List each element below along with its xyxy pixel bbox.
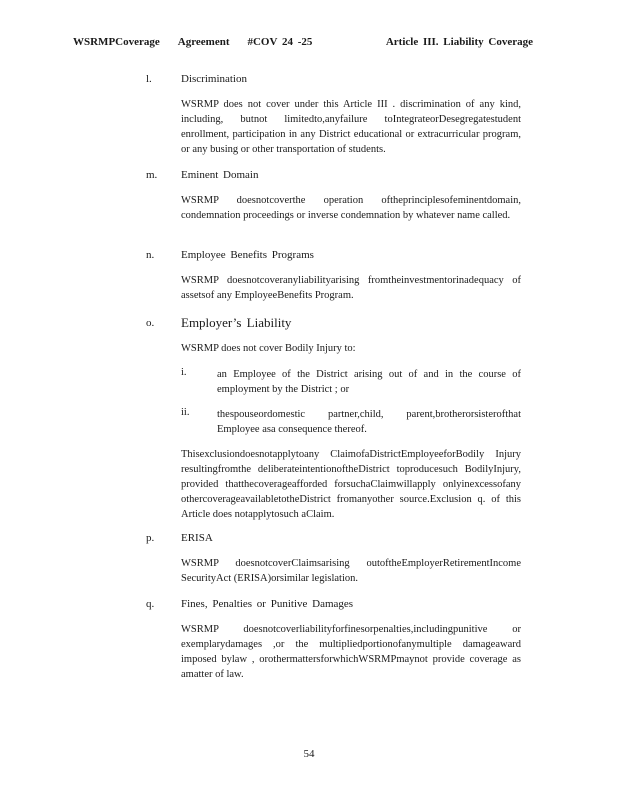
- header-contract-number: #COV 24 -25: [247, 36, 313, 48]
- running-header-right: Article III. Liability Coverage: [385, 36, 533, 48]
- list-number-ii: ii.: [181, 407, 190, 418]
- section-body-erisa: WSRMP doesnotcoverClaimsarising outoftheEmployerRetirementIncome SecurityAct (ERISA)orsimilar legislation.: [181, 558, 521, 584]
- exclusion-paragraph: Thisexclusiondoesnotapplytoany ClaimofaDistrictEmployeeforBodily Injury resultingfromthe deliberateintentionoftheDistrict toproducesuch BodilyInjury, provided thatthecoverageafforded forsuchaClaimwillapply onlyinexcessofany othercoverageavailabletotheDistrict fromanyother source.Exclusion q. of this Article does notapplytosuch aClaim.: [181, 449, 521, 520]
- section-body-eminent-domain: WSRMP doesnotcoverthe operation oftheprinciplesofeminentdomain, condemnation proceedings or inverse condemnation by whatever name called.: [181, 195, 521, 221]
- header-agreement: Agreement: [177, 36, 230, 48]
- section-letter-m: m.: [146, 169, 158, 181]
- section-title-erisa: ERISA: [181, 532, 213, 544]
- running-header-left: [73, 36, 312, 48]
- section-body-discrimination: WSRMP does not cover under this Article III . discrimination of any kind, including, butnot limitedto,anyfailure toIntegrateorDesegregatestudent enrollment, participation in any District educational or extracurricular program, or any busing or other transportation of students.: [181, 99, 521, 155]
- section-title-employers-liability: Employer’s Liability: [181, 315, 292, 330]
- section-letter-o: o.: [146, 317, 155, 329]
- section-body-employers-liability: WSRMP does not cover Bodily Injury to:: [181, 343, 356, 354]
- section-letter-q: q.: [146, 598, 155, 610]
- header-coverage: WSRMPCoverage: [73, 36, 160, 48]
- section-body-fines-penalties: WSRMP doesnotcoverliabilityforfinesorpenalties,includingpunitive or exemplarydamages ,or the multipliedportionofanymultiple damageaward imposed bylaw , orothermattersforwhichWSRMPmaynot provide coverage as amatter of law.: [181, 624, 521, 680]
- section-letter-l: l.: [146, 73, 152, 85]
- list-item-spouse: thespouseordomestic partner,child, parent,brotherorsisterofthat Employee asa consequence thereof.: [217, 409, 521, 435]
- page-number: 54: [303, 748, 315, 760]
- section-body-employee-benefits: WSRMP doesnotcoveranyliabilityarising fromtheinvestmentorinadequacy of assetsof any EmployeeBenefits Program.: [181, 275, 521, 301]
- section-letter-n: n.: [146, 249, 155, 261]
- list-number-i: i.: [181, 367, 187, 378]
- list-item-employee: an Employee of the District arising out of and in the course of employment by the District ; or: [217, 369, 521, 395]
- section-title-discrimination: Discrimination: [181, 73, 247, 85]
- section-title-eminent-domain: Eminent Domain: [181, 169, 259, 181]
- section-title-fines-penalties: Fines, Penalties or Punitive Damages: [181, 598, 354, 610]
- section-title-employee-benefits: Employee Benefits Programs: [181, 249, 314, 261]
- section-letter-p: p.: [146, 532, 155, 544]
